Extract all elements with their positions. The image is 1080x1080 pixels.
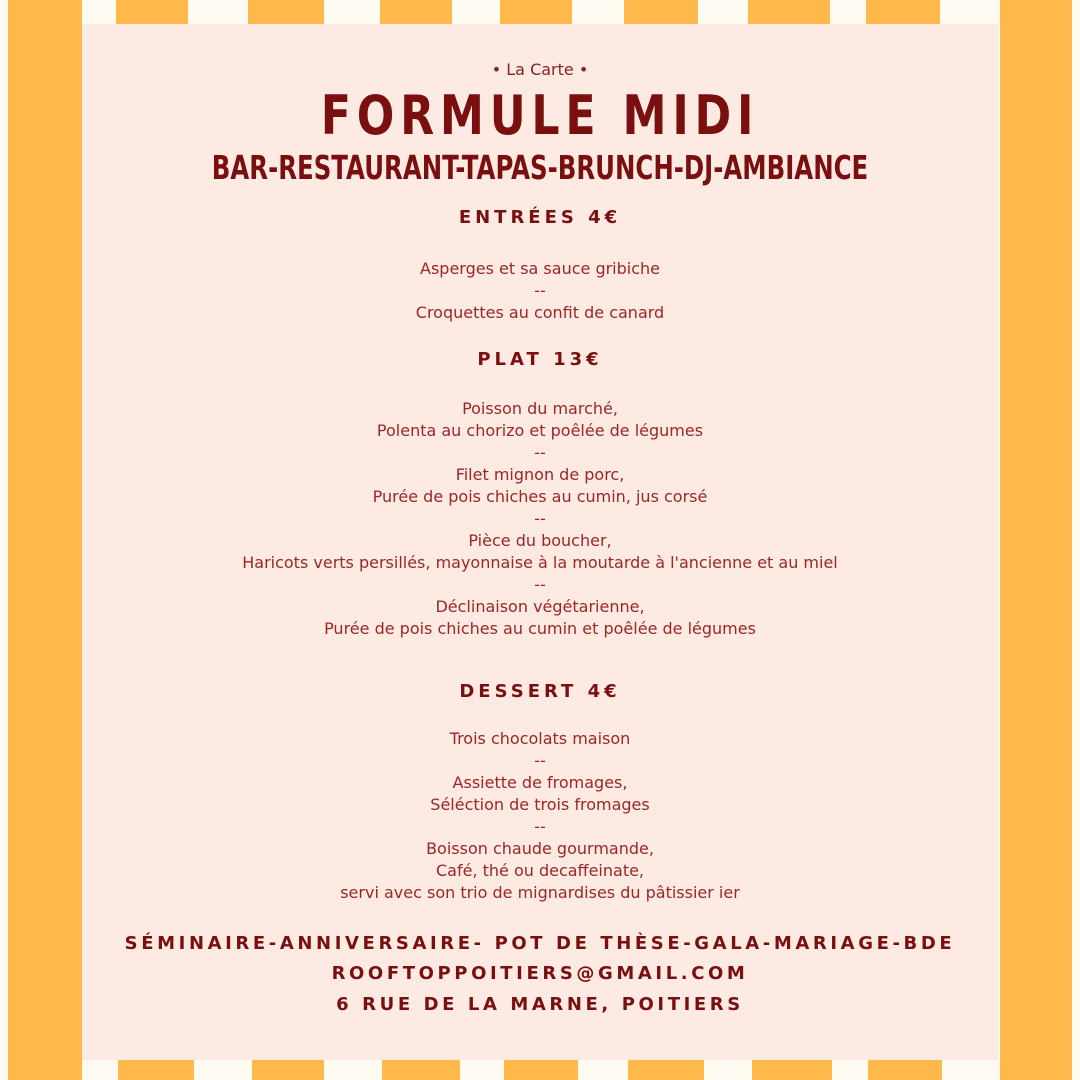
frame-stripe-top-1 (116, 0, 188, 26)
menu-line: Assiette de fromages, (452, 773, 628, 792)
frame-stripe-top-4 (500, 0, 572, 26)
menu-separator: -- (534, 443, 546, 462)
menu-line: Boisson chaude gourmande, (426, 839, 654, 858)
page-title: FORMULE MIDI (320, 84, 760, 147)
section-heading-dessert: DESSERT 4€ (459, 681, 621, 702)
section-items-entrees (222, 258, 858, 324)
menu-line: Café, thé ou decaffeinate, (435, 861, 645, 880)
menu-line: Déclinaison végétarienne, (435, 597, 645, 616)
menu-separator: -- (534, 817, 546, 836)
menu-line: Purée de pois chiches au cumin, jus corsé (372, 487, 708, 506)
frame-stripe-top-2 (248, 0, 324, 26)
eyebrow-label: • La Carte • (491, 60, 589, 79)
menu-line: Pièce du boucher, (468, 531, 612, 550)
menu-line: Asperges et sa sauce gribiche (420, 259, 660, 278)
frame-stripe-top-3 (380, 0, 452, 26)
section-items-plat (222, 398, 858, 640)
section-heading-entrees: ENTRÉES 4€ (458, 207, 622, 228)
footer-email[interactable]: ROOFTOPPOITIERS@GMAIL.COM (331, 963, 749, 984)
menu-line: Séléction de trois fromages (430, 795, 650, 814)
menu-line: Filet mignon de porc, (455, 465, 625, 484)
menu-separator: -- (534, 281, 546, 300)
menu-separator: -- (534, 509, 546, 528)
menu-line: Polenta au chorizo et poêlée de légumes (376, 421, 704, 440)
menu-line: Purée de pois chiches au cumin et poêlée de légumes (324, 619, 756, 638)
menu-separator: -- (534, 751, 546, 770)
menu-line: Trois chocolats maison (449, 729, 631, 748)
frame-stripe-top-6 (748, 0, 830, 26)
menu-line: servi avec son trio de mignardises du pâtissier ier (340, 883, 740, 902)
menu-line: Poisson du marché, (462, 399, 618, 418)
frame-stripe-right (1000, 0, 1072, 1080)
section-items-dessert (222, 728, 858, 904)
page-subtitle: BAR-RESTAURANT-TAPAS-BRUNCH-DJ-AMBIANCE (211, 148, 869, 187)
frame-stripe-top-7 (866, 0, 940, 26)
menu-line: Croquettes au confit de canard (415, 303, 665, 322)
frame-stripe-top-5 (624, 0, 698, 26)
menu-panel (82, 24, 998, 1060)
frame-stripe-left (8, 0, 82, 1080)
footer-address: 6 RUE DE LA MARNE, POITIERS (336, 994, 744, 1015)
section-heading-plat: PLAT 13€ (477, 349, 603, 370)
footer-events: SÉMINAIRE-ANNIVERSAIRE- POT DE THÈSE-GALA-MARIAGE-BDE (124, 933, 956, 954)
menu-line: Haricots verts persillés, mayonnaise à la moutarde à l'ancienne et au miel (242, 553, 838, 572)
menu-separator: -- (534, 575, 546, 594)
